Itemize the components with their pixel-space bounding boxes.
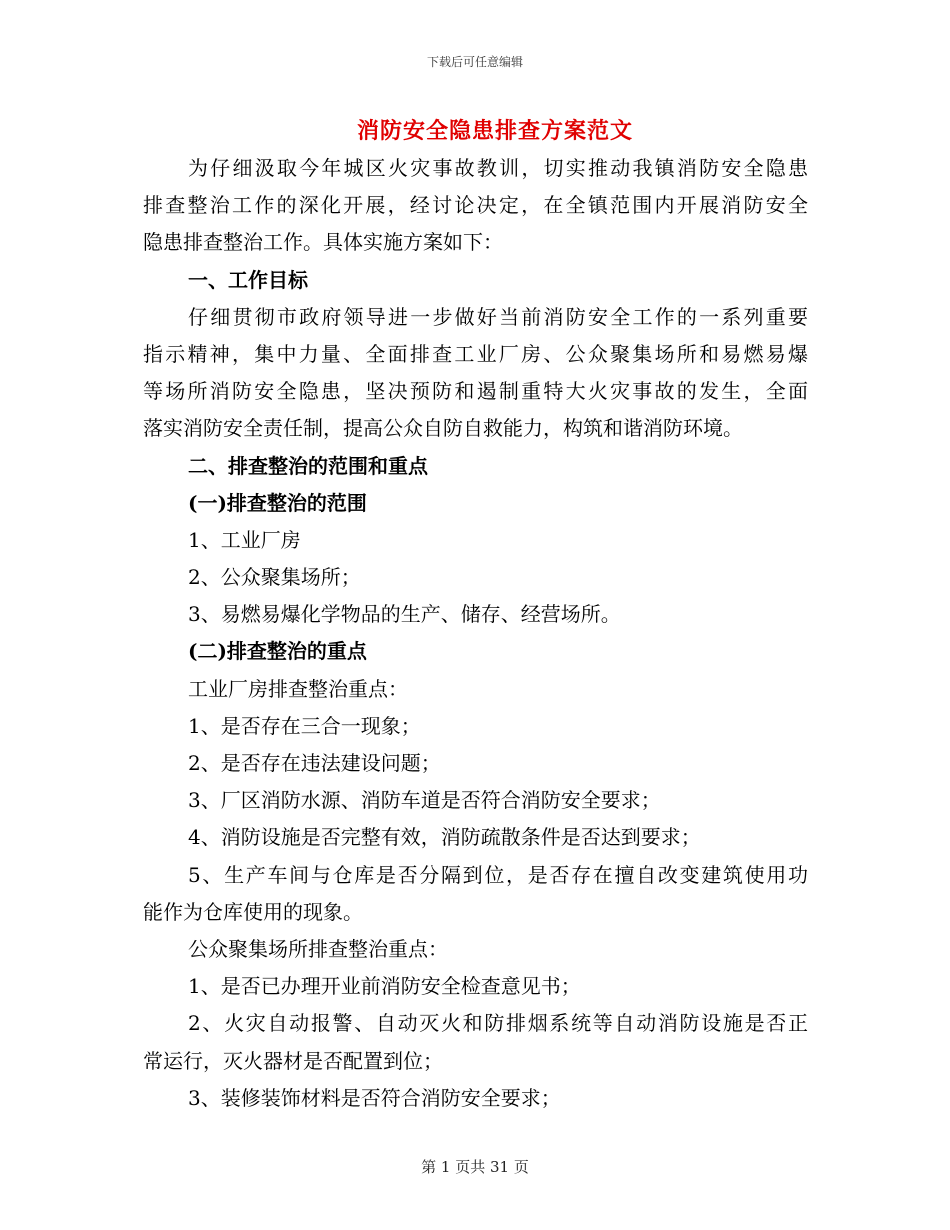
paragraph-line: 2、是否存在违法建设问题； (188, 751, 441, 775)
document-body (143, 150, 808, 1117)
paragraph-line: 1、是否已办理开业前消防安全检查意见书； (188, 974, 581, 999)
paragraph-line: 3、厂区消防水源、消防车道是否符合消防安全要求； (188, 788, 661, 813)
paragraph-line: 能作为仓库使用的现象。 (143, 899, 363, 924)
paragraph-line: 指示精神，集中力量、全面排查工业厂房、公众聚集场所和易燃易爆 (143, 341, 808, 366)
section-heading: (一)排查整治的范围 (188, 490, 367, 515)
paragraph-line: 4、消防设施是否完整有效，消防疏散条件是否达到要求； (188, 825, 701, 850)
paragraph-line: 3、装修装饰材料是否符合消防安全要求； (188, 1085, 561, 1110)
paragraph-line: 等场所消防安全隐患，坚决预防和遏制重特大火灾事故的发生，全面 (143, 379, 808, 404)
section-heading: 二、排查整治的范围和重点 (188, 453, 428, 478)
paragraph-line: 1、工业厂房 (188, 527, 301, 552)
paragraph-line: 1、是否存在三合一现象； (188, 713, 421, 738)
header-note: 下载后可任意编辑 (426, 55, 523, 69)
paragraph-line: 3、易燃易爆化学物品的生产、储存、经营场所。 (188, 602, 621, 627)
paragraph-line: 排查整治工作的深化开展，经讨论决定，在全镇范围内开展消防安全 (143, 193, 808, 218)
paragraph-line: 仔细贯彻市政府领导进一步做好当前消防安全工作的一系列重要 (188, 304, 808, 329)
paragraph-line: 5、生产车间与仓库是否分隔到位，是否存在擅自改变建筑使用功 (188, 862, 808, 887)
paragraph-line: 公众聚集场所排查整治重点： (188, 936, 448, 961)
paragraph-line: 隐患排查整治工作。具体实施方案如下： (143, 230, 503, 255)
paragraph-line: 落实消防安全责任制，提高公众自防自救能力，构筑和谐消防环境。 (143, 416, 743, 441)
paragraph-line: 2、火灾自动报警、自动灭火和防排烟系统等自动消防设施是否正 (188, 1011, 808, 1036)
document-title: 消防安全隐患排查方案范文 (356, 118, 633, 144)
paragraph-line: 2、公众聚集场所； (188, 565, 361, 590)
section-heading: 一、工作目标 (188, 267, 308, 292)
paragraph-line: 工业厂房排查整治重点： (188, 676, 408, 701)
paragraph-line: 常运行，灭火器材是否配置到位； (143, 1048, 443, 1073)
page-number: 第 1 页共 31 页 (421, 1158, 529, 1176)
section-heading: (二)排查整治的重点 (188, 639, 367, 664)
paragraph-line: 为仔细汲取今年城区火灾事故教训，切实推动我镇消防安全隐患 (188, 156, 808, 180)
